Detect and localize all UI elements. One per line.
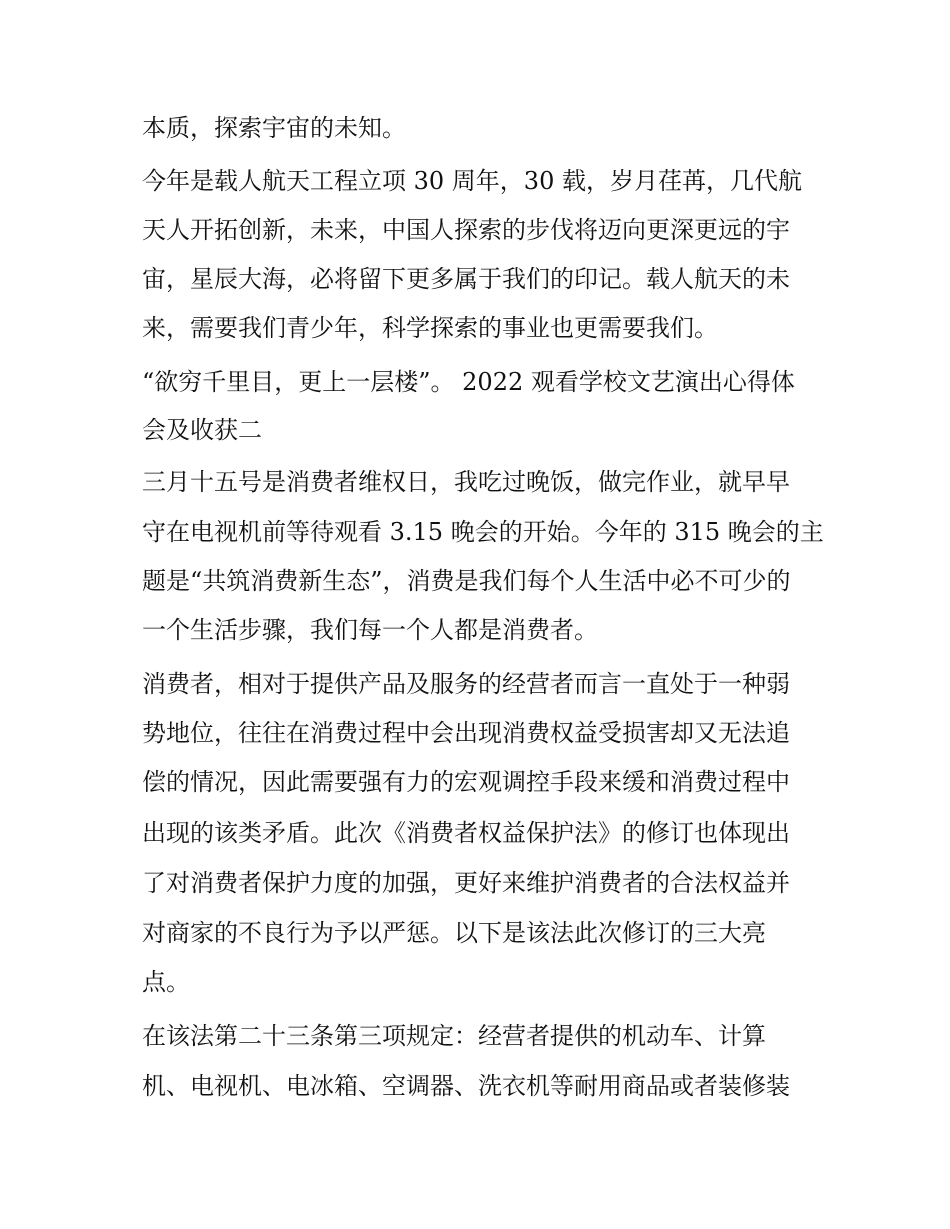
text-line-2: 今年是载人航天工程立项 30 周年，30 载，岁月荏苒，几代航 bbox=[142, 167, 802, 195]
text-line-8: 三月十五号是消费者维权日，我吃过晚饭，做完作业，就早早 bbox=[142, 468, 790, 496]
text-line-19: 在该法第二十三条第三项规定：经营者提供的机动车、计算 bbox=[142, 1022, 766, 1050]
text-line-14: 偿的情况，因此需要强有力的宏观调控手段来缓和消费过程中 bbox=[142, 768, 790, 796]
text-line-20: 机、电视机、电冰箱、空调器、洗衣机等耐用商品或者装修装 bbox=[142, 1072, 790, 1100]
text-line-4: 宙，星辰大海，必将留下更多属于我们的印记。载人航天的未 bbox=[142, 265, 790, 293]
text-line-3: 天人开拓创新，未来，中国人探索的步伐将迈向更深更远的宇 bbox=[142, 216, 790, 244]
text-line-5: 来，需要我们青少年，科学探索的事业也更需要我们。 bbox=[142, 314, 718, 342]
text-line-7: 会及收获二 bbox=[142, 416, 262, 444]
text-line-6: “欲穷千里目，更上一层楼”。 2022 观看学校文艺演出心得体 bbox=[142, 368, 795, 396]
text-line-1: 本质，探索宇宙的未知。 bbox=[142, 114, 406, 142]
text-line-13: 势地位，往往在消费过程中会出现消费权益受损害却又无法追 bbox=[142, 719, 790, 747]
text-line-12: 消费者，相对于提供产品及服务的经营者而言一直处于一种弱 bbox=[142, 670, 790, 698]
text-line-9: 守在电视机前等待观看 3.15 晚会的开始。今年的 315 晚会的主 bbox=[142, 518, 824, 546]
text-line-17: 对商家的不良行为予以严惩。以下是该法此次修订的三大亮 bbox=[142, 919, 766, 947]
text-line-11: 一个生活步骤，我们每一个人都是消费者。 bbox=[142, 616, 598, 644]
text-line-16: 了对消费者保护力度的加强，更好来维护消费者的合法权益并 bbox=[142, 869, 790, 897]
text-line-15: 出现的该类矛盾。此次《消费者权益保护法》的修订也体现出 bbox=[142, 819, 790, 847]
text-line-18: 点。 bbox=[142, 968, 190, 996]
text-line-10: 题是“共筑消费新生态”，消费是我们每个人生活中必不可少的 bbox=[142, 567, 791, 595]
